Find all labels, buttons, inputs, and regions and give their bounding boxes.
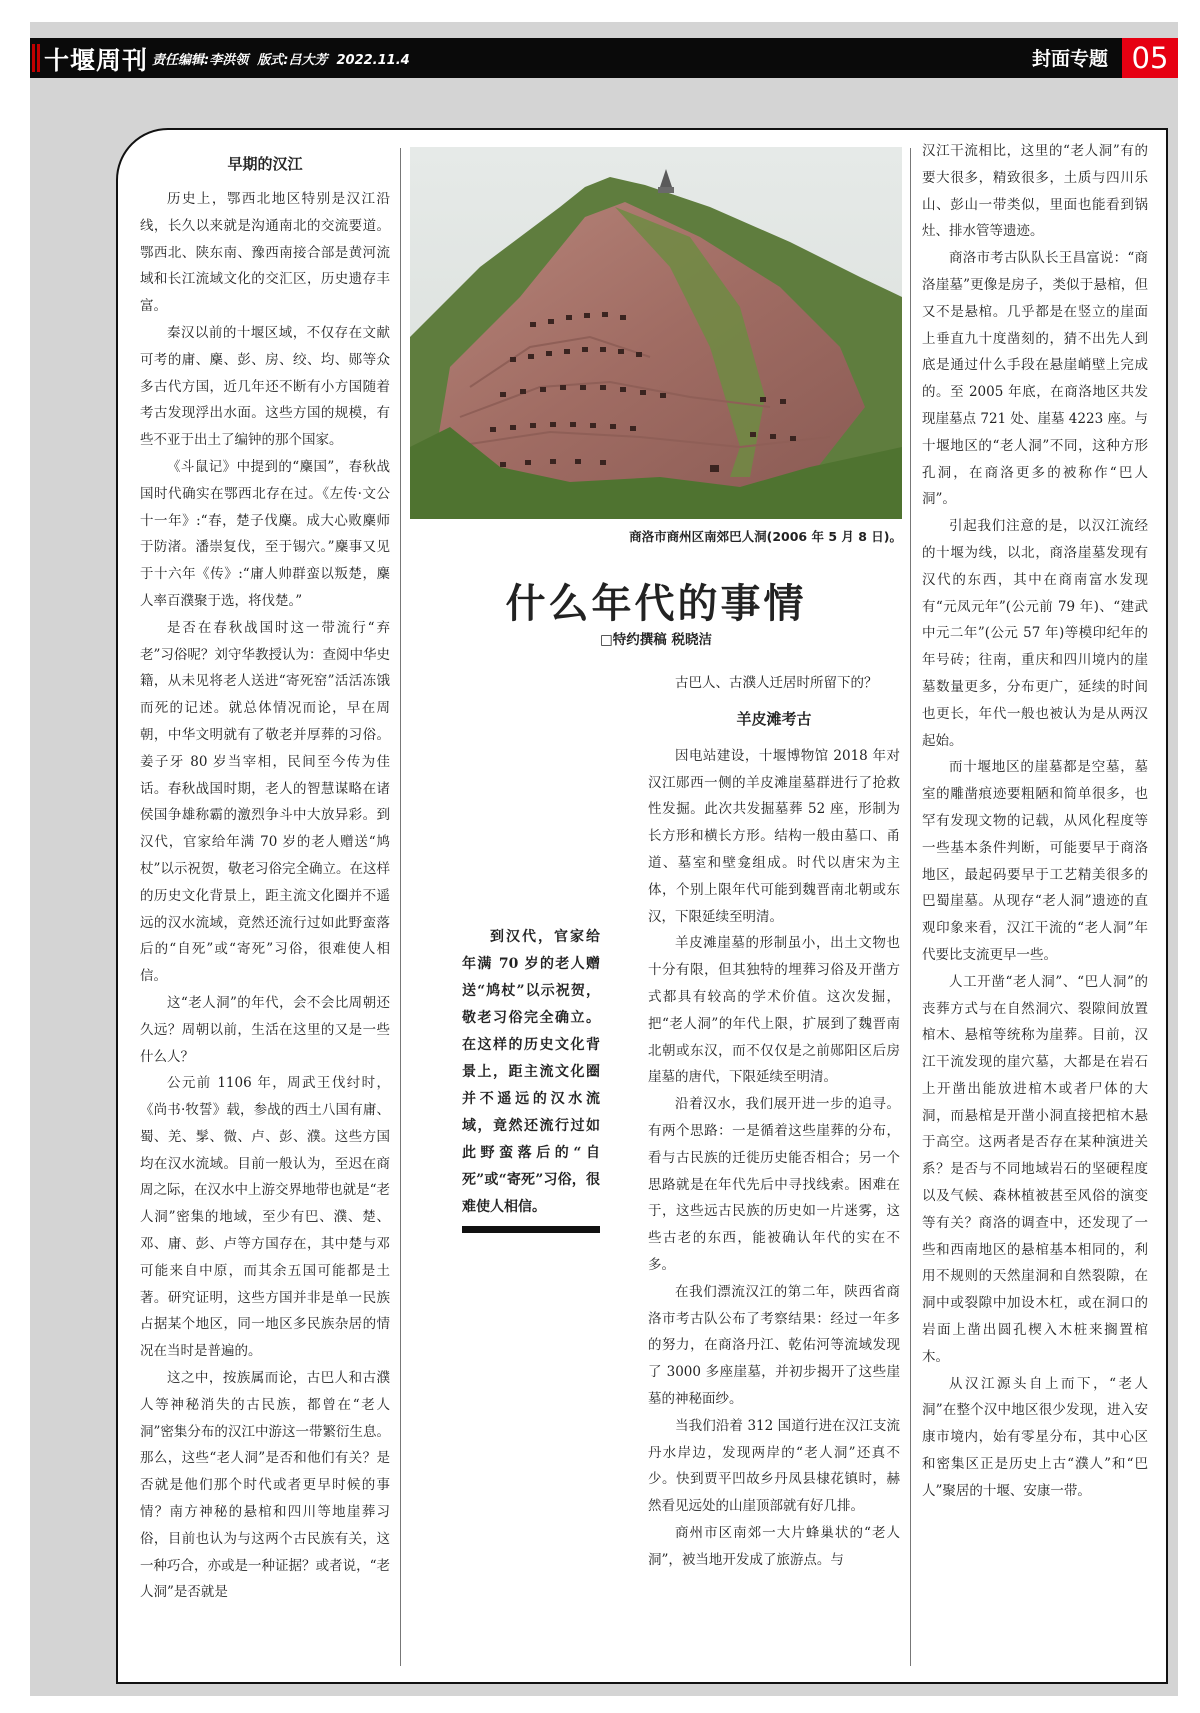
paragraph: 历史上，鄂西北地区特别是汉江沿线，长久以来就是沟通南北的交流要道。鄂西北、陕东南、豫西南接合部是黄河流域和长江流域文化的交汇区，历史遗存丰富。 — [140, 191, 390, 315]
pull-quote-bar — [462, 1226, 600, 1233]
paragraph: 从汉江源头自上而下，“老人洞”在整个汉中地区很少发现，进入安康市境内，始有零星分布，其中心区和密集区正是历史上古“濮人”和“巴人”聚居的十堰、安康一带。 — [922, 1375, 1148, 1499]
editor-credits: 责任编辑:李洪领 版式:吕大芳 2022.11.4 — [152, 53, 410, 68]
paragraph: 引起我们注意的是，以汉江流经的十堰为线，以北，商洛崖墓发现有汉代的东西，其中在商南富水发现有“元凤元年”(公元前 79 年)、“建武中元二年”(公元 57 年)等模印纪年的年号砖；往南，重庆和四川境内的崖墓数量更多，分布更广，延续的时间也更长，年代一般也被认为是从两汉起始。 — [922, 518, 1148, 749]
page-header — [30, 38, 1178, 78]
paragraph: 这“老人洞”的年代，会不会比周朝还久远？周朝以前，生活在这里的又是一些什么人？ — [140, 994, 390, 1065]
paragraph: 商州市区南郊一大片蜂巢状的“老人洞”，被当地开发成了旅游点。与 — [648, 1524, 900, 1568]
column-2-body — [648, 743, 900, 1574]
paragraph: 汉江干流相比，这里的“老人洞”有的要大很多，精致很多，土质与四川乐山、彭山一带类似，里面也能看到锅灶、排水管等遗迹。 — [922, 143, 1148, 240]
paragraph: 人工开凿“老人洞”、“巴人洞”的丧葬方式与在自然洞穴、裂隙间放置棺木、悬棺等统称为崖葬。目前，汉江干流发现的崖穴墓，大都是在岩石上开凿出能放进棺木或者尸体的大洞，而悬棺是开凿小洞直接把棺木悬于高空。这两者是否存在某种演进关系？是否与不同地域岩石的坚硬程度以及气候、森林植被甚至风俗的演变等有关？商洛的调查中，还发现了一些和西南地区的悬棺基本相同的，利用不规则的天然崖洞和自然裂隙，在洞中或裂隙中加设木杠，或在洞口的岩面上凿出圆孔楔入木桩来搁置棺木。 — [922, 973, 1148, 1365]
column-divider — [400, 148, 401, 1666]
article-column-3 — [922, 138, 1148, 1505]
paragraph: 商洛市考古队队长王昌富说：“商洛崖墓”更像是房子，类似于悬棺，但又不是悬棺。几乎都是在竖立的崖面上垂直九十度凿刻的，猜不出先人到底是通过什么手段在悬崖峭壁上完成的。至 2005 年底，在商洛地区共发现崖墓点 721 处、崖墓 4223 座。与十堰地区的“老人洞”不同，这种方形孔洞，在商洛更多的被称作“巴人洞”。 — [922, 250, 1148, 508]
column-1-body — [140, 186, 390, 1606]
cliff-photo-graphic — [410, 147, 902, 519]
section-title: 封面专题 — [1031, 48, 1108, 70]
column-2-lead: 古巴人、古濮人迁居时所留下的？ — [675, 675, 878, 691]
masthead: 十堰周刊 — [44, 46, 149, 75]
article-column-2 — [648, 670, 900, 1574]
paragraph: 《斗鼠记》中提到的“麇国”，春秋战国时代确实在鄂西北存在过。《左传·文公十一年》:“春，楚子伐麇。成大心败麇师于防渚。潘崇复伐，至于锡穴。”麇事又见于十六年《传》:“庸人帅群蛮以叛楚，麇人率百濮聚于选，将伐楚。” — [140, 458, 390, 609]
subhead-early-hanjiang: 早期的汉江 — [227, 155, 303, 173]
article-column-1 — [140, 150, 390, 1606]
pull-quote — [462, 924, 600, 1221]
header-accent-bar — [37, 44, 40, 72]
cliff-tombs-photo — [410, 147, 902, 519]
paragraph: 公元前 1106 年，周武王伐纣时，《尚书·牧誓》载，参战的西土八国有庸、蜀、羌、髳、微、卢、彭、濮。这些方国均在汉水流域。目前一般认为，至迟在商周之际，在汉水中上游交界地带也就是“老人洞”密集的地域，至少有巴、濮、楚、邓、庸、彭、卢等方国存在，其中楚与邓可能来自中原，而其余五国可能都是土著。研究证明，这些方国并非是单一民族占据某个地区，同一地区多民族杂居的情况在当时是普遍的。 — [140, 1075, 390, 1360]
paragraph: 是否在春秋战国时这一带流行“弃老”习俗呢？刘守华教授认为：查阅中华史籍，从未见将老人送进“寄死窑”活活冻饿而死的记述。就总体情况而论，早在周朝，中华文明就有了敬老并厚葬的习俗。姜子牙 80 岁当宰相，民间至今传为佳话。春秋战国时期，老人的智慧谋略在诸侯国争雄称霸的激烈争斗中大放异彩。到汉代，官家给年满 70 岁的老人赠送“鸠杖”以示祝贺，敬老习俗完全确立。在这样的历史文化背景上，距主流文化圈并不遥远的汉水流域，竟然还流行过如此野蛮落后的“自死”或“寄死”习俗，很难使人相信。 — [140, 619, 390, 985]
article-headline: 什么年代的事情 — [505, 580, 807, 627]
paragraph: 当我们沿着 312 国道行进在汉江支流丹水岸边，发现两岸的“老人洞”还真不少。快到贾平凹故乡丹凤县棣花镇时，赫然看见远处的山崖顶部就有好几排。 — [648, 1417, 900, 1515]
paragraph: 沿着汉水，我们展开进一步的追寻。有两个思路：一是循着这些崖葬的分布，看与古民族的迁徙历史能否相合；另一个思路就是在年代先后中寻找线索。困难在于，这些远古民族的历史如一片迷雾，这些古老的东西，能被确认年代的实在不多。 — [648, 1096, 900, 1273]
paragraph: 而十堰地区的崖墓都是空墓，墓室的雕凿痕迹要粗陋和简单很多，也罕有发现文物的记载，从风化程度等一些基本条件判断，可能要早于商洛地区，最起码要早于工艺精美很多的巴蜀崖墓。从现存“老人洞”遗迹的直观印象来看，汉江干流的“老人洞”年代要比支流更早一些。 — [922, 759, 1148, 963]
pull-quote-text: 到汉代，官家给年满 70 岁的老人赠送“鸠杖”以示祝贺，敬老习俗完全确立。在这样的历史文化背景上，距主流文化圈并不遥远的汉水流域，竟然还流行过如此野蛮落后的“自死”或“寄死”习俗，很难使人相信。 — [462, 929, 600, 1215]
article-byline: □特约撰稿 税晓洁 — [600, 632, 712, 648]
subhead-yangpitan: 羊皮滩考古 — [736, 709, 812, 728]
header-accent-bar — [32, 44, 35, 72]
page-number: 05 — [1122, 38, 1178, 78]
paragraph: 秦汉以前的十堰区域，不仅存在文献可考的庸、麇、彭、房、绞、均、郧等众多古代方国，近几年还不断有小方国随着考古发现浮出水面。这些方国的规模，有些不亚于出土了编钟的那个国家。 — [140, 324, 390, 449]
paragraph: 羊皮滩崖墓的形制虽小，出土文物也十分有限，但其独特的埋葬习俗及开凿方式都具有较高的学术价值。这次发掘，把“老人洞”的年代上限，扩展到了魏晋南北朝或东汉，而不仅仅是之前郧阳区后房崖墓的唐代，下限延续至明清。 — [648, 935, 900, 1086]
paragraph: 在我们漂流汉江的第二年，陕西省商洛市考古队公布了考察结果：经过一年多的努力，在商洛丹江、乾佑河等流域发现了 3000 多座崖墓，并初步揭开了这些崖墓的神秘面纱。 — [648, 1283, 900, 1407]
paragraph: 这之中，按族属而论，古巴人和古濮人等神秘消失的古民族，都曾在“老人洞”密集分布的汉江中游这一带繁衍生息。那么，这些“老人洞”是否和他们有关？是否就是他们那个时代或者更早时候的事情？南方神秘的悬棺和四川等地崖葬习俗，目前也认为与这两个古民族有关，这一种巧合，亦或是一种证据？或者说，“老人洞”是否就是 — [140, 1370, 390, 1601]
paragraph: 因电站建设，十堰博物馆 2018 年对汉江郧西一侧的羊皮滩崖墓群进行了抢救性发掘。此次共发掘墓葬 52 座，形制为长方形和横长方形。结构一般由墓口、甬道、墓室和壁龛组成。时代以唐宋为主体，个别上限年代可能到魏晋南北朝或东汉，下限延续至明清。 — [648, 747, 900, 925]
column-divider — [910, 148, 911, 1666]
photo-caption: 商洛市商州区南郊巴人洞(2006 年 5 月 8 日)。 — [629, 529, 902, 544]
column-3-body — [922, 138, 1148, 1505]
